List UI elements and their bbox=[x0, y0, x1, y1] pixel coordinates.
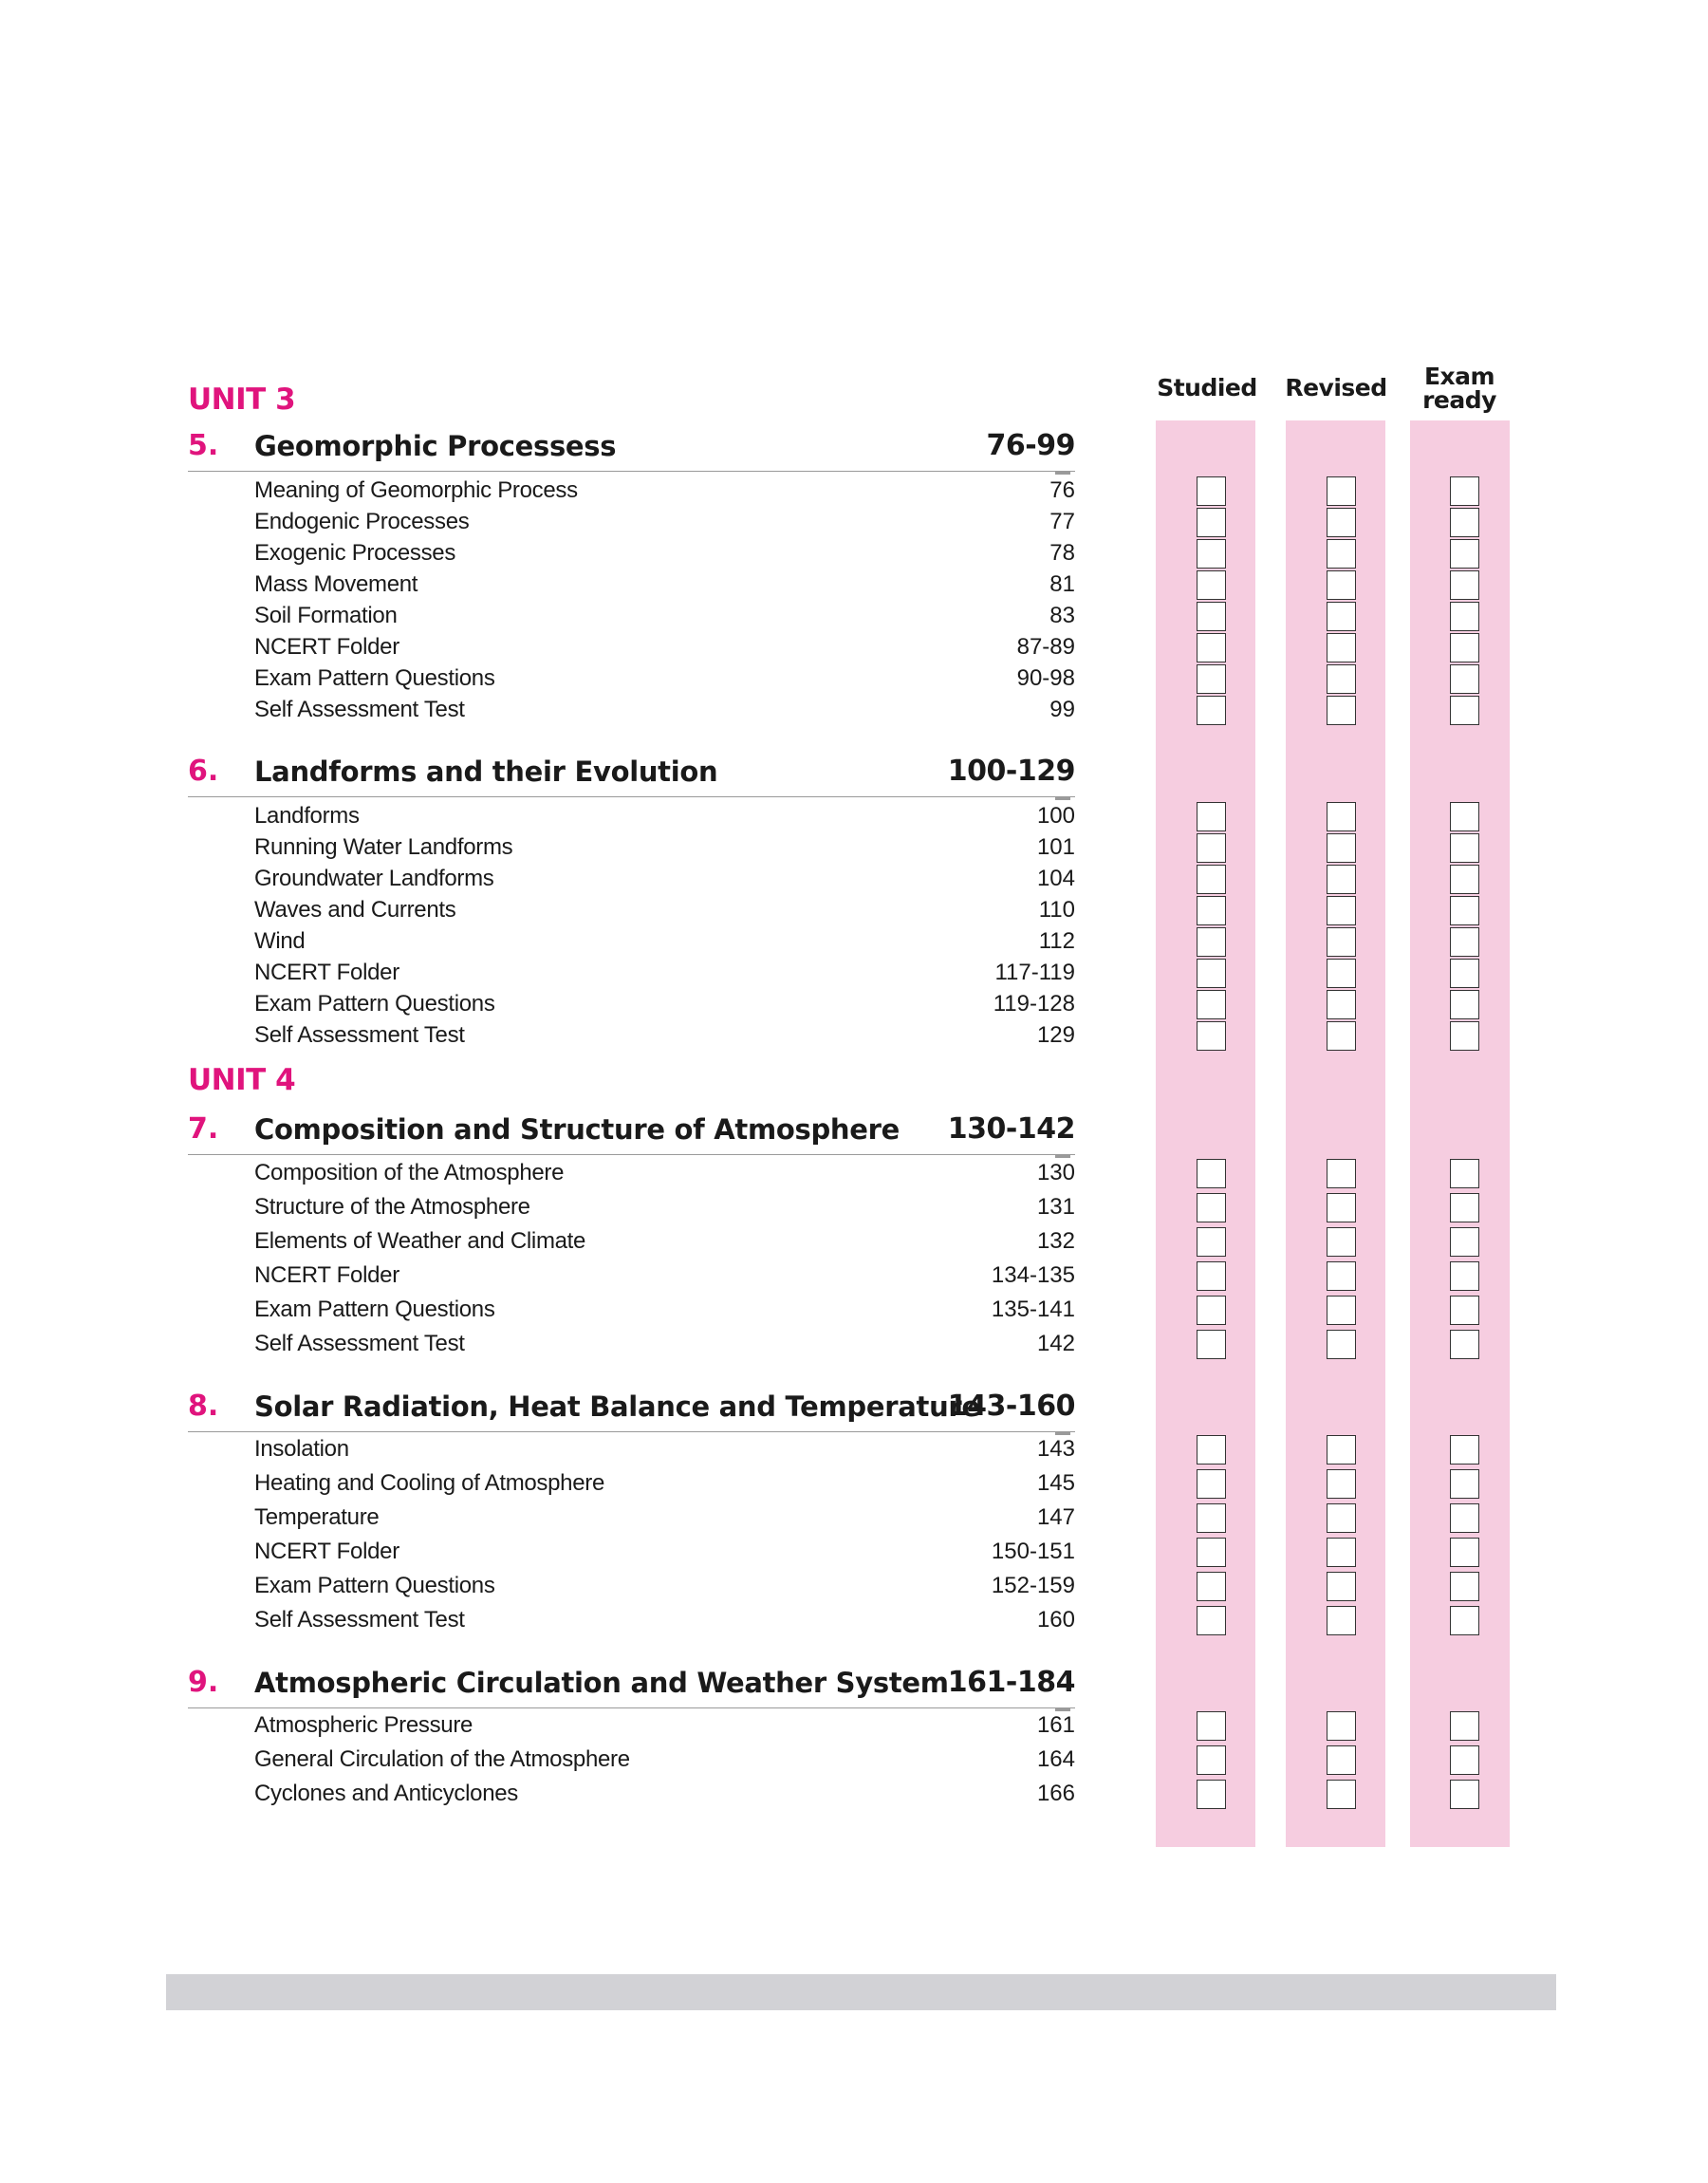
exam-ready-checkbox[interactable] bbox=[1450, 696, 1479, 725]
topic-page: 99 bbox=[1049, 697, 1075, 722]
chapter-title[interactable]: Composition and Structure of Atmosphere bbox=[254, 1113, 900, 1146]
exam-ready-checkbox[interactable] bbox=[1450, 1538, 1479, 1567]
topic-page: 152-159 bbox=[991, 1573, 1075, 1598]
topic-page: 100 bbox=[1036, 803, 1075, 829]
column-header-exam-ready-line2: ready bbox=[1422, 386, 1496, 414]
studied-checkbox[interactable] bbox=[1197, 1330, 1226, 1359]
studied-checkbox[interactable] bbox=[1197, 664, 1226, 694]
studied-checkbox[interactable] bbox=[1197, 696, 1226, 725]
chapter-number: 5. bbox=[188, 429, 219, 462]
chapter-divider bbox=[188, 1707, 1075, 1708]
topic-title[interactable]: NCERT Folder bbox=[254, 1539, 399, 1564]
topic-title[interactable]: General Circulation of the Atmosphere bbox=[254, 1746, 630, 1772]
topic-page: 101 bbox=[1036, 834, 1075, 860]
topic-title[interactable]: Exogenic Processes bbox=[254, 540, 456, 566]
chapter-divider bbox=[188, 796, 1075, 797]
chapter-page-range: 100-129 bbox=[947, 755, 1075, 788]
exam-ready-checkbox[interactable] bbox=[1450, 959, 1479, 988]
chapter-number: 7. bbox=[188, 1112, 219, 1146]
studied-checkbox[interactable] bbox=[1197, 1227, 1226, 1257]
chapter-page-range: 130-142 bbox=[947, 1112, 1075, 1146]
revised-checkbox[interactable] bbox=[1327, 633, 1356, 662]
revised-checkbox[interactable] bbox=[1327, 1745, 1356, 1775]
revised-checkbox[interactable] bbox=[1327, 896, 1356, 925]
studied-checkbox[interactable] bbox=[1197, 1745, 1226, 1775]
topic-title[interactable]: Exam Pattern Questions bbox=[254, 1573, 495, 1598]
studied-checkbox[interactable] bbox=[1197, 570, 1226, 600]
exam-ready-checkbox[interactable] bbox=[1450, 1435, 1479, 1465]
studied-checkbox[interactable] bbox=[1197, 927, 1226, 957]
exam-ready-checkbox[interactable] bbox=[1450, 633, 1479, 662]
exam-ready-checkbox[interactable] bbox=[1450, 1780, 1479, 1809]
revised-checkbox[interactable] bbox=[1327, 508, 1356, 537]
revised-checkbox[interactable] bbox=[1327, 1296, 1356, 1325]
exam-ready-checkbox[interactable] bbox=[1450, 833, 1479, 863]
exam-ready-checkbox[interactable] bbox=[1450, 1159, 1479, 1188]
topic-title[interactable]: Heating and Cooling of Atmosphere bbox=[254, 1470, 605, 1496]
revised-checkbox[interactable] bbox=[1327, 1780, 1356, 1809]
topic-page: 78 bbox=[1049, 540, 1075, 566]
studied-checkbox[interactable] bbox=[1197, 1159, 1226, 1188]
topic-page: 160 bbox=[1036, 1607, 1075, 1633]
topic-page: 129 bbox=[1036, 1022, 1075, 1048]
exam-ready-checkbox[interactable] bbox=[1450, 896, 1479, 925]
topic-title[interactable]: Groundwater Landforms bbox=[254, 866, 494, 891]
exam-ready-checkbox[interactable] bbox=[1450, 570, 1479, 600]
revised-checkbox[interactable] bbox=[1327, 570, 1356, 600]
column-header-exam-ready bbox=[1402, 364, 1516, 412]
topic-page: 166 bbox=[1036, 1781, 1075, 1806]
topic-title[interactable]: Exam Pattern Questions bbox=[254, 665, 495, 691]
revised-checkbox[interactable] bbox=[1327, 1606, 1356, 1635]
topic-title[interactable]: Exam Pattern Questions bbox=[254, 1297, 495, 1322]
chapter-divider-tick bbox=[1055, 1707, 1070, 1711]
topic-page: 87-89 bbox=[1016, 634, 1075, 660]
revised-checkbox[interactable] bbox=[1327, 1193, 1356, 1222]
exam-ready-checkbox[interactable] bbox=[1450, 1606, 1479, 1635]
studied-checkbox[interactable] bbox=[1197, 896, 1226, 925]
exam-ready-checkbox[interactable] bbox=[1450, 1227, 1479, 1257]
revised-checkbox[interactable] bbox=[1327, 990, 1356, 1019]
exam-ready-checkbox[interactable] bbox=[1450, 1469, 1479, 1499]
revised-checkbox[interactable] bbox=[1327, 833, 1356, 863]
exam-ready-checkbox[interactable] bbox=[1450, 927, 1479, 957]
unit-4-label: UNIT 4 bbox=[188, 1063, 296, 1097]
topic-title[interactable]: Endogenic Processes bbox=[254, 509, 470, 534]
topic-title[interactable]: Running Water Landforms bbox=[254, 834, 513, 860]
revised-checkbox[interactable] bbox=[1327, 1469, 1356, 1499]
exam-ready-checkbox[interactable] bbox=[1450, 802, 1479, 831]
revised-checkbox[interactable] bbox=[1327, 1227, 1356, 1257]
column-header-studied: Studied bbox=[1157, 374, 1257, 401]
exam-ready-checkbox[interactable] bbox=[1450, 1711, 1479, 1741]
revised-checkbox[interactable] bbox=[1327, 959, 1356, 988]
topic-title[interactable]: Mass Movement bbox=[254, 571, 418, 597]
topic-title[interactable]: Self Assessment Test bbox=[254, 697, 465, 722]
chapter-divider-tick bbox=[1055, 1154, 1070, 1158]
exam-ready-checkbox[interactable] bbox=[1450, 1330, 1479, 1359]
topic-page: 110 bbox=[1038, 897, 1075, 923]
topic-page: 134-135 bbox=[991, 1262, 1075, 1288]
studied-checkbox[interactable] bbox=[1197, 1021, 1226, 1051]
topic-title[interactable]: NCERT Folder bbox=[254, 1262, 399, 1288]
exam-ready-checkbox[interactable] bbox=[1450, 1193, 1479, 1222]
topic-page: 142 bbox=[1036, 1331, 1075, 1356]
revised-checkbox[interactable] bbox=[1327, 1159, 1356, 1188]
topic-page: 112 bbox=[1038, 928, 1075, 954]
topic-page: 147 bbox=[1036, 1504, 1075, 1530]
revised-checkbox[interactable] bbox=[1327, 927, 1356, 957]
topic-title[interactable]: Landforms bbox=[254, 803, 360, 829]
topic-title[interactable]: Meaning of Geomorphic Process bbox=[254, 477, 578, 503]
chapter-page-range: 161-184 bbox=[947, 1666, 1075, 1699]
chapter-divider-tick bbox=[1055, 1431, 1070, 1435]
chapter-title[interactable]: Atmospheric Circulation and Weather System bbox=[254, 1667, 949, 1699]
exam-ready-checkbox[interactable] bbox=[1450, 1021, 1479, 1051]
revised-checkbox[interactable] bbox=[1327, 664, 1356, 694]
exam-ready-checkbox[interactable] bbox=[1450, 1296, 1479, 1325]
chapter-number: 9. bbox=[188, 1666, 219, 1699]
studied-checkbox[interactable] bbox=[1197, 1469, 1226, 1499]
topic-page: 143 bbox=[1036, 1436, 1075, 1462]
topic-page: 90-98 bbox=[1016, 665, 1075, 691]
topic-title[interactable]: Soil Formation bbox=[254, 603, 398, 628]
topic-title[interactable]: Elements of Weather and Climate bbox=[254, 1228, 586, 1254]
revised-checkbox[interactable] bbox=[1327, 802, 1356, 831]
chapter-page-range: 76-99 bbox=[986, 429, 1075, 462]
revised-checkbox[interactable] bbox=[1327, 1021, 1356, 1051]
topic-title[interactable]: Self Assessment Test bbox=[254, 1331, 465, 1356]
chapter-number: 8. bbox=[188, 1390, 219, 1423]
exam-ready-checkbox[interactable] bbox=[1450, 1745, 1479, 1775]
exam-ready-checkbox[interactable] bbox=[1450, 990, 1479, 1019]
exam-ready-checkbox[interactable] bbox=[1450, 539, 1479, 569]
topic-page: 76 bbox=[1049, 477, 1075, 503]
studied-checkbox[interactable] bbox=[1197, 539, 1226, 569]
revised-checkbox[interactable] bbox=[1327, 1538, 1356, 1567]
studied-checkbox[interactable] bbox=[1197, 802, 1226, 831]
unit-3-label: UNIT 3 bbox=[188, 382, 296, 417]
revised-checkbox[interactable] bbox=[1327, 1503, 1356, 1533]
revised-checkbox[interactable] bbox=[1327, 539, 1356, 569]
revised-checkbox[interactable] bbox=[1327, 602, 1356, 631]
studied-checkbox[interactable] bbox=[1197, 959, 1226, 988]
chapter-page-range: 143-160 bbox=[947, 1390, 1075, 1423]
exam-ready-checkbox[interactable] bbox=[1450, 508, 1479, 537]
chapter-number: 6. bbox=[188, 755, 219, 788]
topic-title[interactable]: Self Assessment Test bbox=[254, 1022, 465, 1048]
chapter-divider bbox=[188, 1154, 1075, 1155]
topic-page: 161 bbox=[1036, 1712, 1075, 1738]
exam-ready-checkbox[interactable] bbox=[1450, 1572, 1479, 1601]
studied-checkbox[interactable] bbox=[1197, 990, 1226, 1019]
topic-page: 131 bbox=[1036, 1194, 1075, 1220]
topic-title[interactable]: Exam Pattern Questions bbox=[254, 991, 495, 1017]
topic-page: 130 bbox=[1036, 1160, 1075, 1185]
topic-title[interactable]: Cyclones and Anticyclones bbox=[254, 1781, 518, 1806]
revised-checkbox[interactable] bbox=[1327, 1711, 1356, 1741]
revised-checkbox[interactable] bbox=[1327, 1261, 1356, 1291]
revised-checkbox[interactable] bbox=[1327, 1572, 1356, 1601]
topic-title[interactable]: NCERT Folder bbox=[254, 634, 399, 660]
studied-checkbox[interactable] bbox=[1197, 1193, 1226, 1222]
studied-checkbox[interactable] bbox=[1197, 1538, 1226, 1567]
exam-ready-checkbox[interactable] bbox=[1450, 865, 1479, 894]
exam-ready-checkbox[interactable] bbox=[1450, 664, 1479, 694]
chapter-title[interactable]: Geomorphic Processess bbox=[254, 430, 617, 462]
footer-bar bbox=[166, 1974, 1556, 2010]
topic-page: 135-141 bbox=[991, 1297, 1075, 1322]
topic-page: 119-128 bbox=[993, 991, 1075, 1017]
studied-checkbox[interactable] bbox=[1197, 508, 1226, 537]
chapter-divider bbox=[188, 1431, 1075, 1432]
topic-page: 117-119 bbox=[994, 960, 1075, 985]
topic-page: 83 bbox=[1049, 603, 1075, 628]
topic-title[interactable]: Wind bbox=[254, 928, 306, 954]
studied-checkbox[interactable] bbox=[1197, 833, 1226, 863]
topic-title[interactable]: Self Assessment Test bbox=[254, 1607, 465, 1633]
topic-title[interactable]: Insolation bbox=[254, 1436, 349, 1462]
chapter-title[interactable]: Landforms and their Evolution bbox=[254, 756, 718, 788]
exam-ready-checkbox[interactable] bbox=[1450, 476, 1479, 506]
topic-page: 145 bbox=[1036, 1470, 1075, 1496]
topic-page: 132 bbox=[1036, 1228, 1075, 1254]
studied-checkbox[interactable] bbox=[1197, 476, 1226, 506]
studied-checkbox[interactable] bbox=[1197, 1572, 1226, 1601]
studied-checkbox[interactable] bbox=[1197, 1606, 1226, 1635]
studied-checkbox[interactable] bbox=[1197, 633, 1226, 662]
revised-checkbox[interactable] bbox=[1327, 1435, 1356, 1465]
topic-page: 164 bbox=[1036, 1746, 1075, 1772]
topic-title[interactable]: Waves and Currents bbox=[254, 897, 456, 923]
topic-title[interactable]: Atmospheric Pressure bbox=[254, 1712, 473, 1738]
exam-ready-checkbox[interactable] bbox=[1450, 1261, 1479, 1291]
topic-title[interactable]: Temperature bbox=[254, 1504, 380, 1530]
studied-checkbox[interactable] bbox=[1197, 1296, 1226, 1325]
topic-title[interactable]: Composition of the Atmosphere bbox=[254, 1160, 565, 1185]
chapter-divider-tick bbox=[1055, 796, 1070, 800]
studied-checkbox[interactable] bbox=[1197, 865, 1226, 894]
column-header-revised: Revised bbox=[1285, 374, 1387, 401]
studied-checkbox[interactable] bbox=[1197, 1261, 1226, 1291]
exam-ready-checkbox[interactable] bbox=[1450, 1503, 1479, 1533]
studied-checkbox[interactable] bbox=[1197, 1711, 1226, 1741]
studied-checkbox[interactable] bbox=[1197, 602, 1226, 631]
topic-page: 104 bbox=[1036, 866, 1075, 891]
topic-title[interactable]: NCERT Folder bbox=[254, 960, 399, 985]
revised-checkbox[interactable] bbox=[1327, 696, 1356, 725]
topic-page: 77 bbox=[1049, 509, 1075, 534]
topic-page: 81 bbox=[1049, 571, 1075, 597]
exam-ready-checkbox[interactable] bbox=[1450, 602, 1479, 631]
topic-title[interactable]: Structure of the Atmosphere bbox=[254, 1194, 530, 1220]
chapter-divider bbox=[188, 471, 1075, 472]
studied-checkbox[interactable] bbox=[1197, 1435, 1226, 1465]
chapter-title[interactable]: Solar Radiation, Heat Balance and Temperature bbox=[254, 1390, 980, 1423]
revised-checkbox[interactable] bbox=[1327, 865, 1356, 894]
topic-page: 150-151 bbox=[991, 1539, 1075, 1564]
revised-checkbox[interactable] bbox=[1327, 476, 1356, 506]
studied-checkbox[interactable] bbox=[1197, 1780, 1226, 1809]
chapter-divider-tick bbox=[1055, 471, 1070, 475]
revised-checkbox[interactable] bbox=[1327, 1330, 1356, 1359]
column-header-exam-ready-line1: Exam bbox=[1423, 363, 1495, 390]
studied-checkbox[interactable] bbox=[1197, 1503, 1226, 1533]
